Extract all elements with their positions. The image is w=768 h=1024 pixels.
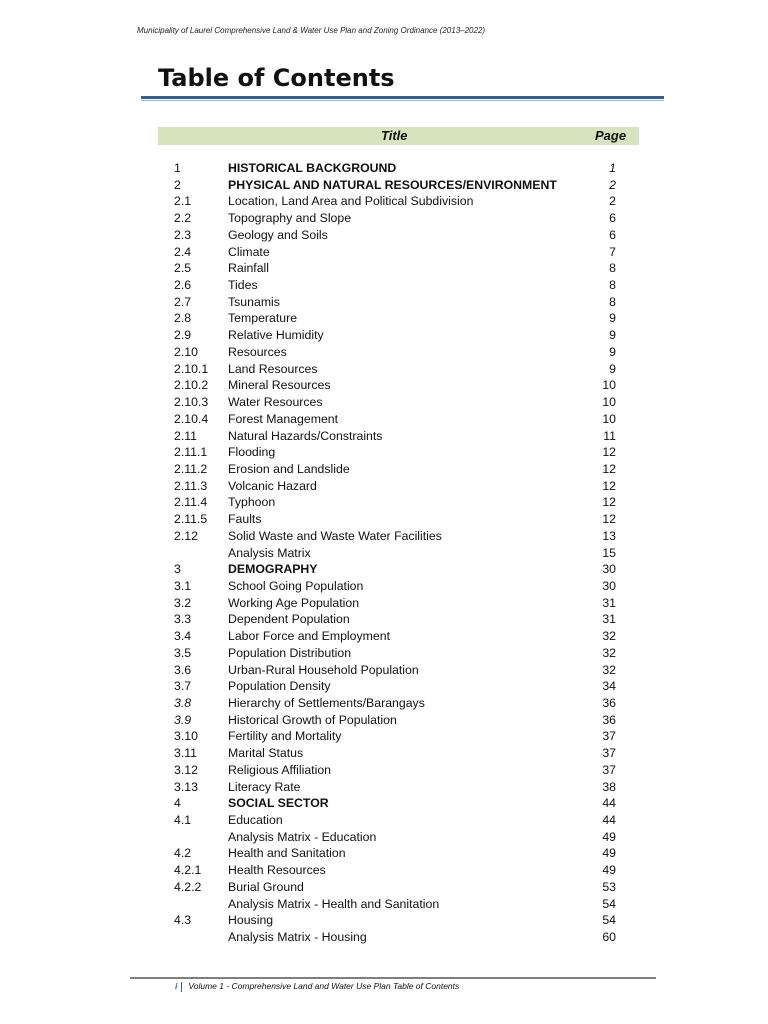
toc-entry[interactable]: [0, 896, 768, 913]
toc-entry[interactable]: [0, 561, 768, 578]
toc-entry[interactable]: [0, 444, 768, 461]
toc-entry-title: Health Resources: [228, 863, 326, 878]
title-underline: [141, 96, 664, 102]
toc-entry-page: 8: [609, 261, 616, 276]
toc-entry-title: Mineral Resources: [228, 378, 331, 393]
toc-entry-number: 2.3: [174, 227, 192, 242]
toc-entry[interactable]: [0, 762, 768, 779]
toc-entry[interactable]: [0, 394, 768, 411]
toc-entry-number: 3.8: [174, 696, 192, 710]
toc-entry-number: 4.1: [174, 813, 192, 828]
toc-entry-number: 2.12: [174, 528, 198, 543]
toc-entry-page: 12: [602, 478, 616, 493]
toc-entry-title: Analysis Matrix - Health and Sanitation: [228, 896, 440, 911]
toc-entry[interactable]: [0, 678, 768, 695]
toc-entry[interactable]: [0, 260, 768, 277]
toc-entry[interactable]: [0, 177, 768, 194]
toc-entry-page: 49: [602, 829, 616, 844]
toc-entry[interactable]: [0, 327, 768, 344]
toc-entry-page: 12: [602, 445, 616, 460]
toc-entry[interactable]: [0, 294, 768, 311]
footer-text: Volume 1 - Comprehensive Land and Water Use Plan Table of Contents: [188, 981, 460, 991]
toc-entry-page: 49: [602, 863, 616, 878]
toc-entry[interactable]: [0, 511, 768, 528]
toc-entry-page: 8: [609, 278, 616, 293]
toc-entry-number: 2.8: [174, 311, 192, 326]
toc-entry-page: 54: [602, 913, 616, 928]
toc-entry-title: SOCIAL SECTOR: [228, 796, 329, 811]
toc-entry[interactable]: [0, 628, 768, 645]
toc-entry-number: 2.10.3: [174, 395, 209, 410]
toc-entry[interactable]: [0, 879, 768, 896]
toc-entry[interactable]: [0, 779, 768, 796]
toc-entry-number: 4.2: [174, 846, 192, 861]
toc-entry-number: 2: [174, 177, 181, 192]
toc-entry[interactable]: [0, 227, 768, 244]
toc-entry-title: Flooding: [228, 445, 276, 460]
toc-entry-title: Population Distribution: [228, 645, 352, 660]
toc-entry-title: Natural Hazards/Constraints: [228, 428, 383, 443]
toc-entry-page: 37: [602, 746, 616, 761]
toc-entry[interactable]: [0, 795, 768, 812]
toc-entry-page: 32: [602, 645, 616, 660]
toc-entry[interactable]: [0, 411, 768, 428]
toc-entry-title: Faults: [228, 512, 262, 527]
footer-divider: [181, 982, 182, 992]
toc-entry-number: 1: [174, 161, 181, 175]
toc-entry-page: 9: [609, 311, 616, 326]
toc-entry-title: Climate: [228, 244, 270, 259]
toc-entry-page: 11: [603, 428, 616, 443]
column-page-label: Page: [595, 128, 627, 143]
toc-entry[interactable]: [0, 712, 768, 729]
toc-entry-title: Education: [228, 813, 283, 828]
toc-entry-page: 12: [602, 512, 616, 527]
toc-entry-number: 2.11.2: [174, 461, 208, 476]
toc-entry-page: 10: [602, 395, 616, 410]
toc-entry-title: Rainfall: [228, 261, 270, 276]
toc-entry-title: Fertility and Mortality: [228, 729, 342, 744]
toc-column-header: [158, 127, 639, 145]
toc-entry[interactable]: [0, 812, 768, 829]
toc-entry[interactable]: [0, 160, 768, 177]
toc-entry-number: 2.4: [174, 244, 192, 259]
toc-entry-title: School Going Population: [228, 578, 364, 593]
toc-entry-title: HISTORICAL BACKGROUND: [228, 161, 397, 175]
toc-entry-page: 12: [602, 461, 616, 476]
toc-entry-title: Hierarchy of Settlements/Barangays: [228, 696, 425, 710]
toc-entry-page: 9: [609, 344, 616, 359]
toc-entry[interactable]: [0, 428, 768, 445]
toc-entry-page: 13: [602, 528, 616, 543]
toc-entry-page: 30: [602, 562, 616, 577]
toc-entry-title: Analysis Matrix - Housing: [228, 930, 367, 945]
toc-entry-number: 2.11: [174, 428, 198, 443]
toc-entry-number: 2.9: [174, 328, 192, 343]
toc-entry-number: 2.2: [174, 211, 192, 226]
page-footer: [175, 981, 459, 992]
toc-entry-title: Forest Management: [228, 411, 339, 426]
toc-entry-title: Urban-Rural Household Population: [228, 662, 419, 677]
toc-entry[interactable]: [0, 929, 768, 946]
toc-entry-title: Working Age Population: [228, 595, 360, 610]
toc-entry-page: 38: [602, 779, 616, 794]
toc-entry-title: Solid Waste and Waste Water Facilities: [228, 528, 442, 543]
toc-entry-number: 3.9: [174, 712, 192, 727]
toc-entry[interactable]: [0, 377, 768, 394]
toc-entry-page: 30: [602, 578, 616, 593]
toc-entry[interactable]: [0, 528, 768, 545]
toc-entry-title: Temperature: [228, 311, 298, 326]
toc-entry-page: 10: [602, 411, 616, 426]
toc-entry-number: 4.2.1: [174, 863, 202, 878]
toc-entry-title: Religious Affiliation: [228, 762, 331, 777]
toc-entry-title: Volcanic Hazard: [228, 478, 317, 493]
toc-entry-page: 53: [602, 879, 616, 894]
toc-entry-title: Erosion and Landslide: [228, 461, 350, 476]
toc-entry-title: Resources: [228, 344, 287, 359]
toc-entry-number: 3.11: [174, 746, 198, 761]
toc-entry-page: 36: [602, 712, 616, 727]
toc-entry-title: Relative Humidity: [228, 328, 324, 343]
footer-rule: [130, 977, 656, 979]
running-header: Municipality of Laurel Comprehensive Land & Water Use Plan and Zoning Ordinance (2013–2022): [137, 26, 486, 35]
toc-entry-page: 1: [609, 161, 616, 175]
toc-entry[interactable]: [0, 695, 768, 712]
toc-entry-number: 3.1: [174, 578, 192, 593]
toc-entry-title: Analysis Matrix: [228, 545, 311, 560]
toc-entry-title: Marital Status: [228, 746, 304, 761]
toc-entry-title: Water Resources: [228, 395, 323, 410]
toc-entry[interactable]: [0, 361, 768, 378]
toc-entry-page: 10: [602, 378, 616, 393]
toc-entry[interactable]: [0, 745, 768, 762]
toc-entry-title: Dependent Population: [228, 612, 350, 627]
toc-entry-number: 2.11.3: [174, 478, 208, 493]
toc-entry-number: 2.10.1: [174, 361, 209, 376]
footer-page-number: i: [175, 981, 178, 991]
toc-entry-page: 32: [602, 662, 616, 677]
toc-entry-number: 3.12: [174, 762, 198, 777]
toc-entry[interactable]: [0, 494, 768, 511]
toc-entry-page: 36: [602, 696, 616, 710]
toc-entry-number: 3: [174, 562, 181, 577]
toc-entry-page: 12: [602, 495, 616, 510]
toc-entry[interactable]: [0, 277, 768, 294]
toc-entry-page: 6: [609, 227, 616, 242]
toc-entry[interactable]: [0, 645, 768, 662]
toc-entry[interactable]: [0, 862, 768, 879]
toc-entry-title: Analysis Matrix - Education: [228, 829, 377, 844]
toc-entry[interactable]: [0, 461, 768, 478]
toc-entry-title: Burial Ground: [228, 879, 304, 894]
toc-entry-number: 3.2: [174, 595, 192, 610]
toc-entry-page: 31: [602, 595, 616, 610]
toc-entry-page: 37: [602, 729, 616, 744]
toc-entry-number: 2.11.1: [174, 445, 208, 460]
toc-entry-number: 2.7: [174, 294, 192, 309]
toc-entry[interactable]: [0, 912, 768, 929]
toc-entry-page: 6: [609, 211, 616, 226]
toc-entry-title: Housing: [228, 913, 274, 928]
toc-entry-title: Tsunamis: [228, 294, 280, 309]
toc-entry-title: Typhoon: [228, 495, 276, 510]
toc-entry-page: 2: [609, 177, 616, 192]
toc-entry[interactable]: [0, 244, 768, 261]
toc-entry-title: Location, Land Area and Political Subdivision: [228, 194, 474, 209]
toc-entry-number: 4: [174, 796, 181, 811]
toc-entry-number: 3.6: [174, 662, 192, 677]
toc-entry-page: 15: [602, 545, 616, 560]
toc-entry-page: 7: [609, 244, 616, 259]
toc-entry[interactable]: [0, 310, 768, 327]
toc-list: [0, 160, 768, 946]
toc-entry-number: 3.7: [174, 679, 192, 694]
toc-entry-page: 34: [602, 679, 616, 694]
toc-entry[interactable]: [0, 344, 768, 361]
toc-entry-title: Population Density: [228, 679, 331, 694]
toc-entry[interactable]: [0, 545, 768, 562]
toc-entry-page: 2: [609, 194, 616, 209]
toc-entry-number: 3.3: [174, 612, 192, 627]
toc-entry-page: 44: [602, 796, 616, 811]
toc-entry-number: 2.6: [174, 278, 192, 293]
toc-entry-number: 4.2.2: [174, 879, 202, 894]
toc-entry[interactable]: [0, 611, 768, 628]
toc-entry-title: Land Resources: [228, 361, 318, 376]
toc-entry-number: 2.1: [174, 194, 192, 209]
toc-entry-page: 31: [602, 612, 616, 627]
toc-entry-page: 8: [609, 294, 616, 309]
toc-entry[interactable]: [0, 578, 768, 595]
toc-entry-page: 60: [602, 930, 616, 945]
toc-entry-number: 3.4: [174, 629, 192, 644]
toc-entry[interactable]: [0, 845, 768, 862]
toc-entry-page: 9: [609, 361, 616, 376]
toc-entry-page: 49: [602, 846, 616, 861]
toc-entry-title: Literacy Rate: [228, 779, 301, 794]
toc-entry[interactable]: [0, 829, 768, 846]
toc-entry-number: 2.5: [174, 261, 192, 276]
toc-entry[interactable]: [0, 662, 768, 679]
toc-entry-number: 2.10.4: [174, 411, 209, 426]
toc-entry-title: Geology and Soils: [228, 227, 328, 242]
toc-entry-page: 37: [602, 762, 616, 777]
toc-entry-number: 3.5: [174, 645, 192, 660]
toc-entry-number: 3.10: [174, 729, 198, 744]
toc-entry-page: 9: [609, 328, 616, 343]
toc-entry[interactable]: [0, 728, 768, 745]
column-title-label: Title: [381, 128, 408, 143]
toc-entry-number: 2.11.5: [174, 512, 208, 527]
toc-entry[interactable]: [0, 595, 768, 612]
toc-entry-number: 3.13: [174, 779, 198, 794]
toc-entry-title: Topography and Slope: [228, 211, 352, 226]
toc-entry-page: 44: [602, 813, 616, 828]
toc-entry-number: 2.11.4: [174, 495, 208, 510]
toc-entry-number: 2.10: [174, 344, 198, 359]
toc-entry-page: 54: [602, 896, 616, 911]
toc-entry-title: Historical Growth of Population: [228, 712, 397, 727]
toc-entry-title: PHYSICAL AND NATURAL RESOURCES/ENVIRONMENT: [228, 177, 557, 192]
toc-entry-title: DEMOGRAPHY: [228, 562, 318, 577]
toc-entry-page: 32: [602, 629, 616, 644]
toc-entry[interactable]: [0, 210, 768, 227]
toc-entry-title: Tides: [228, 278, 258, 293]
toc-entry-number: 2.10.2: [174, 378, 209, 393]
page-title: Table of Contents: [158, 64, 395, 92]
toc-entry-number: 4.3: [174, 913, 192, 928]
toc-entry-title: Health and Sanitation: [228, 846, 346, 861]
toc-entry-title: Labor Force and Employment: [228, 629, 390, 644]
toc-entry[interactable]: [0, 478, 768, 495]
toc-entry[interactable]: [0, 193, 768, 210]
